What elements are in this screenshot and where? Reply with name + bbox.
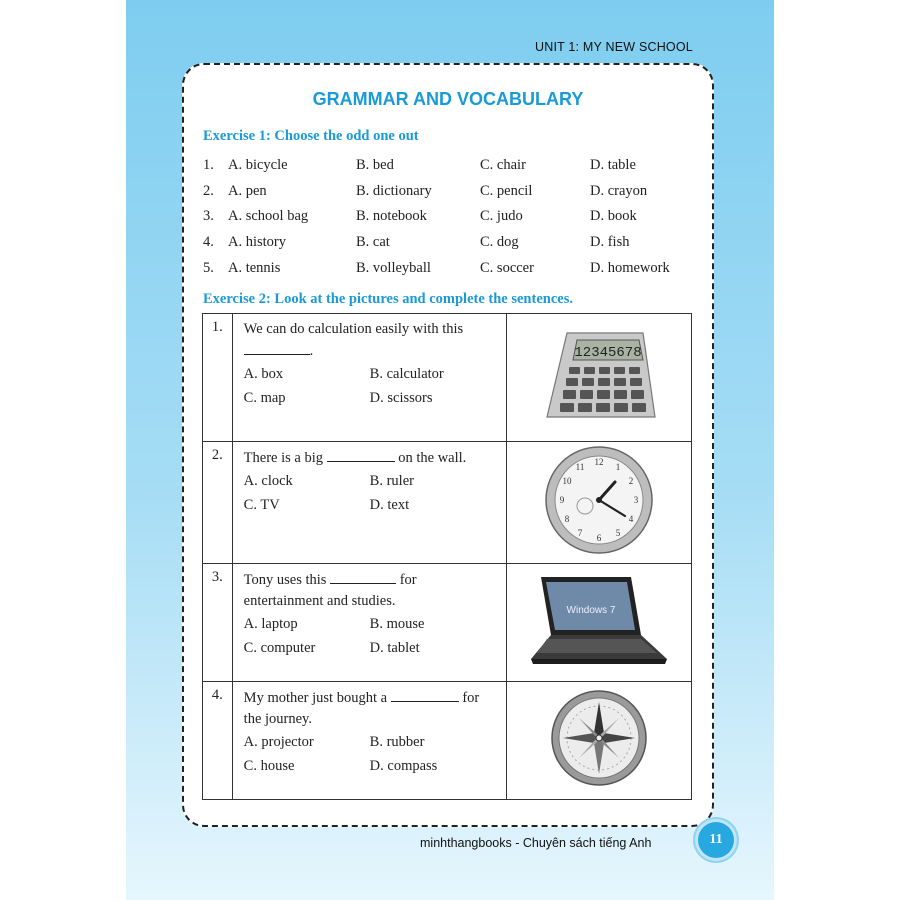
picture-cell (506, 682, 691, 800)
option-a: A. projector (243, 734, 314, 750)
option-c: C. chair (480, 157, 526, 173)
clock-image (543, 444, 655, 556)
svg-text:2: 2 (628, 476, 634, 486)
question-text-end: on the wall. (398, 450, 467, 466)
row-number: 2. (203, 183, 214, 199)
page-title: GRAMMAR AND VOCABULARY (312, 89, 584, 109)
exercise2-table (202, 313, 692, 800)
option-b: B. calculator (369, 366, 444, 382)
exercise1-row (203, 234, 693, 254)
option-a: A. laptop (243, 616, 298, 632)
option-a: A. tennis (228, 260, 281, 276)
svg-text:8: 8 (564, 514, 570, 524)
exercise1-row (203, 183, 693, 203)
question-text-end: for entertainment and studies. (243, 572, 417, 609)
exercise1-heading: Exercise 1: Choose the odd one out (203, 128, 419, 144)
question-number: 2. (203, 442, 233, 564)
option-d: D. crayon (590, 183, 648, 199)
laptop-screen-text: Windows 7 (566, 604, 616, 616)
svg-text:5: 5 (615, 528, 621, 538)
option-b: B. cat (356, 234, 390, 250)
row-number: 3. (203, 208, 214, 224)
unit-header: UNIT 1: MY NEW SCHOOL (535, 40, 693, 54)
exercise1-row (203, 157, 693, 177)
exercise1-row (203, 208, 693, 228)
exercise1-row (203, 260, 693, 280)
answer-options (244, 471, 498, 516)
laptop-image (529, 573, 669, 668)
question-text: Tony uses this (243, 572, 327, 588)
question-number: 3. (203, 564, 233, 682)
answer-blank (244, 340, 310, 355)
answer-options (244, 732, 498, 777)
svg-text:6: 6 (596, 533, 602, 543)
page-number: 11 (698, 822, 734, 858)
option-b: B. bed (356, 157, 394, 173)
option-b: B. ruler (369, 473, 414, 489)
svg-text:1: 1 (615, 462, 621, 472)
option-a: A. bicycle (228, 157, 288, 173)
answer-blank (391, 687, 459, 702)
svg-text:9: 9 (559, 495, 565, 505)
option-d: D. text (369, 497, 410, 513)
option-c: C. map (243, 390, 286, 406)
option-a: A. pen (228, 183, 267, 199)
question-cell (232, 682, 506, 800)
calculator-image (539, 325, 659, 425)
question-row (203, 682, 692, 800)
question-text: We can do calculation easily with this (243, 321, 464, 337)
picture-cell (506, 442, 691, 564)
svg-text:11: 11 (575, 462, 585, 472)
option-c: C. judo (480, 208, 523, 224)
option-c: C. computer (243, 640, 316, 656)
row-number: 1. (203, 157, 214, 173)
svg-text:7: 7 (577, 528, 583, 538)
svg-text:10: 10 (562, 476, 572, 486)
footer-text: minhthangbooks - Chuyên sách tiếng Anh (420, 836, 652, 850)
question-row (203, 442, 692, 564)
option-c: C. pencil (480, 183, 533, 199)
answer-options (244, 364, 498, 409)
option-c: C. house (243, 758, 295, 774)
option-d: D. fish (590, 234, 630, 250)
option-b: B. dictionary (356, 183, 432, 199)
picture-cell (506, 314, 691, 442)
option-a: A. clock (243, 473, 293, 489)
option-a: A. history (228, 234, 286, 250)
question-text: My mother just bought a (243, 690, 388, 706)
question-number: 1. (203, 314, 233, 442)
option-d: D. homework (590, 260, 670, 276)
option-b: B. mouse (369, 616, 425, 632)
option-a: A. school bag (228, 208, 309, 224)
option-d: D. table (590, 157, 636, 173)
calculator-display-text: 12345678 (574, 345, 642, 361)
answer-blank (327, 447, 395, 462)
answer-blank (330, 569, 396, 584)
option-b: B. volleyball (356, 260, 431, 276)
question-cell (232, 442, 506, 564)
question-text-end: for the journey. (243, 690, 480, 727)
question-row (203, 564, 692, 682)
row-number: 4. (203, 234, 214, 250)
question-cell (232, 314, 506, 442)
option-d: D. scissors (369, 390, 433, 406)
question-text: There is a big (243, 450, 323, 466)
option-d: D. book (590, 208, 637, 224)
answer-options (244, 614, 498, 659)
question-text-end: . (309, 343, 314, 359)
row-number: 5. (203, 260, 214, 276)
option-b: B. rubber (369, 734, 425, 750)
compass-image (549, 688, 649, 788)
picture-cell (506, 564, 691, 682)
svg-text:4: 4 (628, 514, 634, 524)
option-a: A. box (243, 366, 284, 382)
question-number: 4. (203, 682, 233, 800)
option-c: C. soccer (480, 260, 534, 276)
option-d: D. compass (369, 758, 438, 774)
option-c: C. dog (480, 234, 519, 250)
svg-text:12: 12 (594, 457, 604, 467)
exercise2-heading: Exercise 2: Look at the pictures and complete the sentences. (203, 291, 573, 307)
option-b: B. notebook (356, 208, 427, 224)
question-row (203, 314, 692, 442)
question-cell (232, 564, 506, 682)
option-c: C. TV (243, 497, 280, 513)
svg-text:3: 3 (633, 495, 639, 505)
option-d: D. tablet (369, 640, 420, 656)
